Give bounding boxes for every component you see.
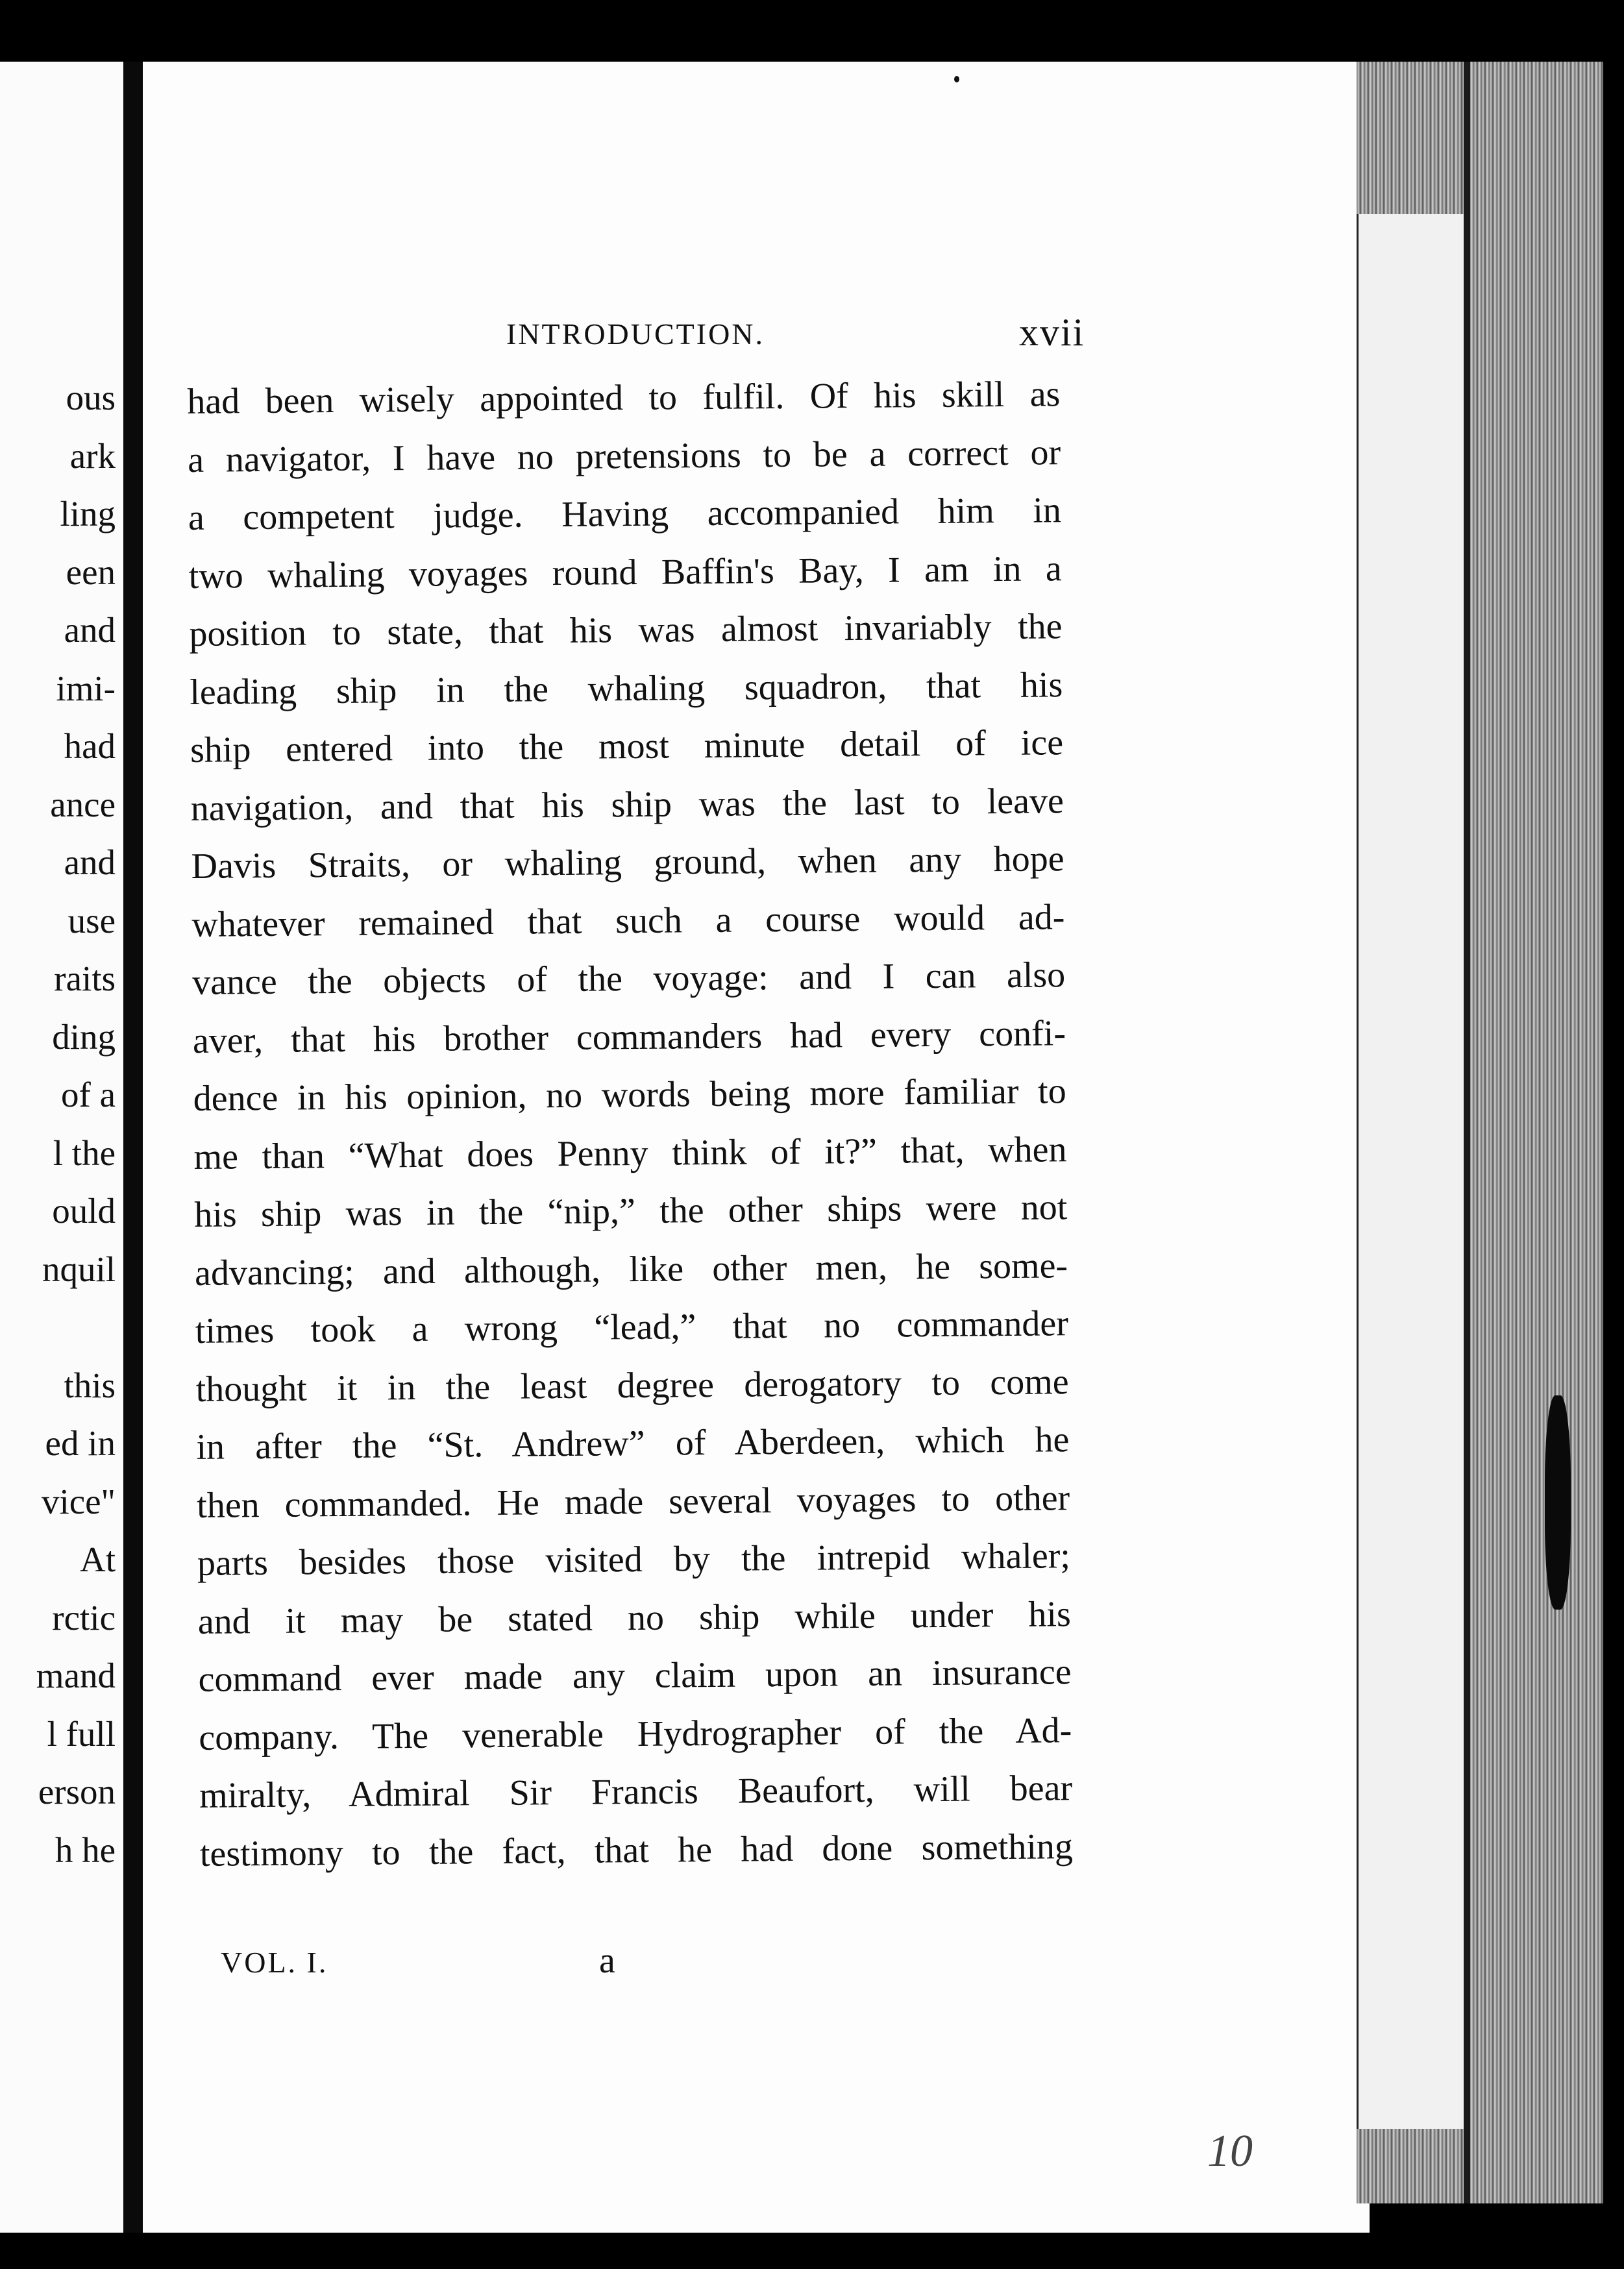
text-line: Davis Straits, or whaling ground, when any hope [191, 839, 1064, 887]
text-line: ship entered into the most minute detail of ice [190, 722, 1064, 770]
previous-page-line: mand [36, 1656, 116, 1695]
previous-page-line: and [64, 842, 116, 882]
text-line: two whaling voyages round Baffin's Bay, I am in a [188, 548, 1062, 596]
text-line: a navigator, I have no pretensions to be a correct or [187, 432, 1061, 480]
text-line: me than “What does Penny think of it?” that, when [193, 1129, 1067, 1177]
previous-page-line: nquil [42, 1249, 116, 1289]
previous-page-line: h he [55, 1830, 116, 1870]
previous-page-line: ance [50, 784, 116, 824]
previous-page-line: erson [38, 1772, 116, 1811]
previous-page-line: ark [69, 435, 116, 476]
text-line: a competent judge. Having accompanied him in [188, 490, 1062, 538]
text-line: parts besides those visited by the intrepid whaler; [197, 1536, 1071, 1584]
text-line: position to state, that his was almost invariably the [189, 606, 1063, 654]
previous-page-line: ding [52, 1016, 116, 1057]
text-line: aver, that his brother commanders had every confi- [192, 1012, 1066, 1061]
previous-page-line: ling [60, 494, 116, 534]
previous-page-line: At [80, 1539, 116, 1579]
previous-page-line: rctic [52, 1597, 116, 1637]
text-line: advancing; and although, like other men, he some- [194, 1245, 1068, 1294]
previous-page-line: ous [66, 378, 116, 417]
previous-page-line: ould [52, 1191, 116, 1231]
previous-page-line: ed in [45, 1423, 116, 1463]
previous-page-line: and [64, 610, 116, 650]
text-line: thought it in the least degree derogatory to come [195, 1361, 1069, 1410]
text-line: vance the objects of the voyage: and I can also [191, 955, 1066, 1003]
previous-page-line: use [68, 900, 116, 940]
previous-page-line: raits [54, 959, 116, 998]
previous-page-line: een [66, 552, 116, 592]
previous-page-line: l full [47, 1713, 116, 1754]
running-head: INTRODUCTION. [506, 317, 765, 350]
text-line: testimony to the fact, that he had done something [199, 1826, 1074, 1874]
binding-damage [1545, 1395, 1571, 1610]
book-page [143, 62, 1370, 2233]
previous-page-fragment [0, 62, 123, 2233]
ink-speck [954, 76, 959, 82]
previous-page-line: this [64, 1365, 116, 1405]
text-line: times took a wrong “lead,” that no commander [195, 1303, 1069, 1351]
page-gutter [123, 62, 143, 2233]
volume-signature: VOL. I. [221, 1946, 328, 1979]
text-line: dence in his opinion, no words being more familiar to [193, 1071, 1066, 1119]
leaf-shadow-line [1464, 62, 1470, 2203]
pencil-annotation: 10 [1207, 2126, 1253, 2176]
previous-page-line: l the [53, 1133, 116, 1173]
previous-page-line: had [64, 726, 116, 766]
previous-page-line: of a [61, 1075, 116, 1114]
next-leaf-edge [1357, 214, 1466, 2129]
page-number: xvii [1019, 311, 1085, 354]
text-line: in after the “St. Andrew” of Aberdeen, which he [196, 1419, 1070, 1467]
text-line: then commanded. He made several voyages to other [196, 1477, 1070, 1526]
body-text [187, 365, 1073, 1883]
text-line: his ship was in the “nip,” the other ships were not [194, 1187, 1068, 1235]
text-line: command ever made any claim upon an insurance [198, 1652, 1072, 1700]
text-line: leading ship in the whaling squadron, that his [190, 664, 1063, 713]
previous-page-line: imi- [56, 668, 116, 708]
text-line: navigation, and that his ship was the last to leave [190, 780, 1064, 829]
text-line: had been wisely appointed to fulfil. Of his skill as [187, 374, 1061, 422]
text-line: whatever remained that such a course would ad- [191, 896, 1065, 945]
previous-page-line: vice" [41, 1481, 116, 1521]
text-line: miralty, Admiral Sir Francis Beaufort, will bear [199, 1768, 1073, 1816]
signature-mark: a [599, 1941, 615, 1981]
text-line: company. The venerable Hydrographer of the Ad- [199, 1710, 1072, 1758]
text-line: and it may be stated no ship while under his [197, 1593, 1072, 1642]
